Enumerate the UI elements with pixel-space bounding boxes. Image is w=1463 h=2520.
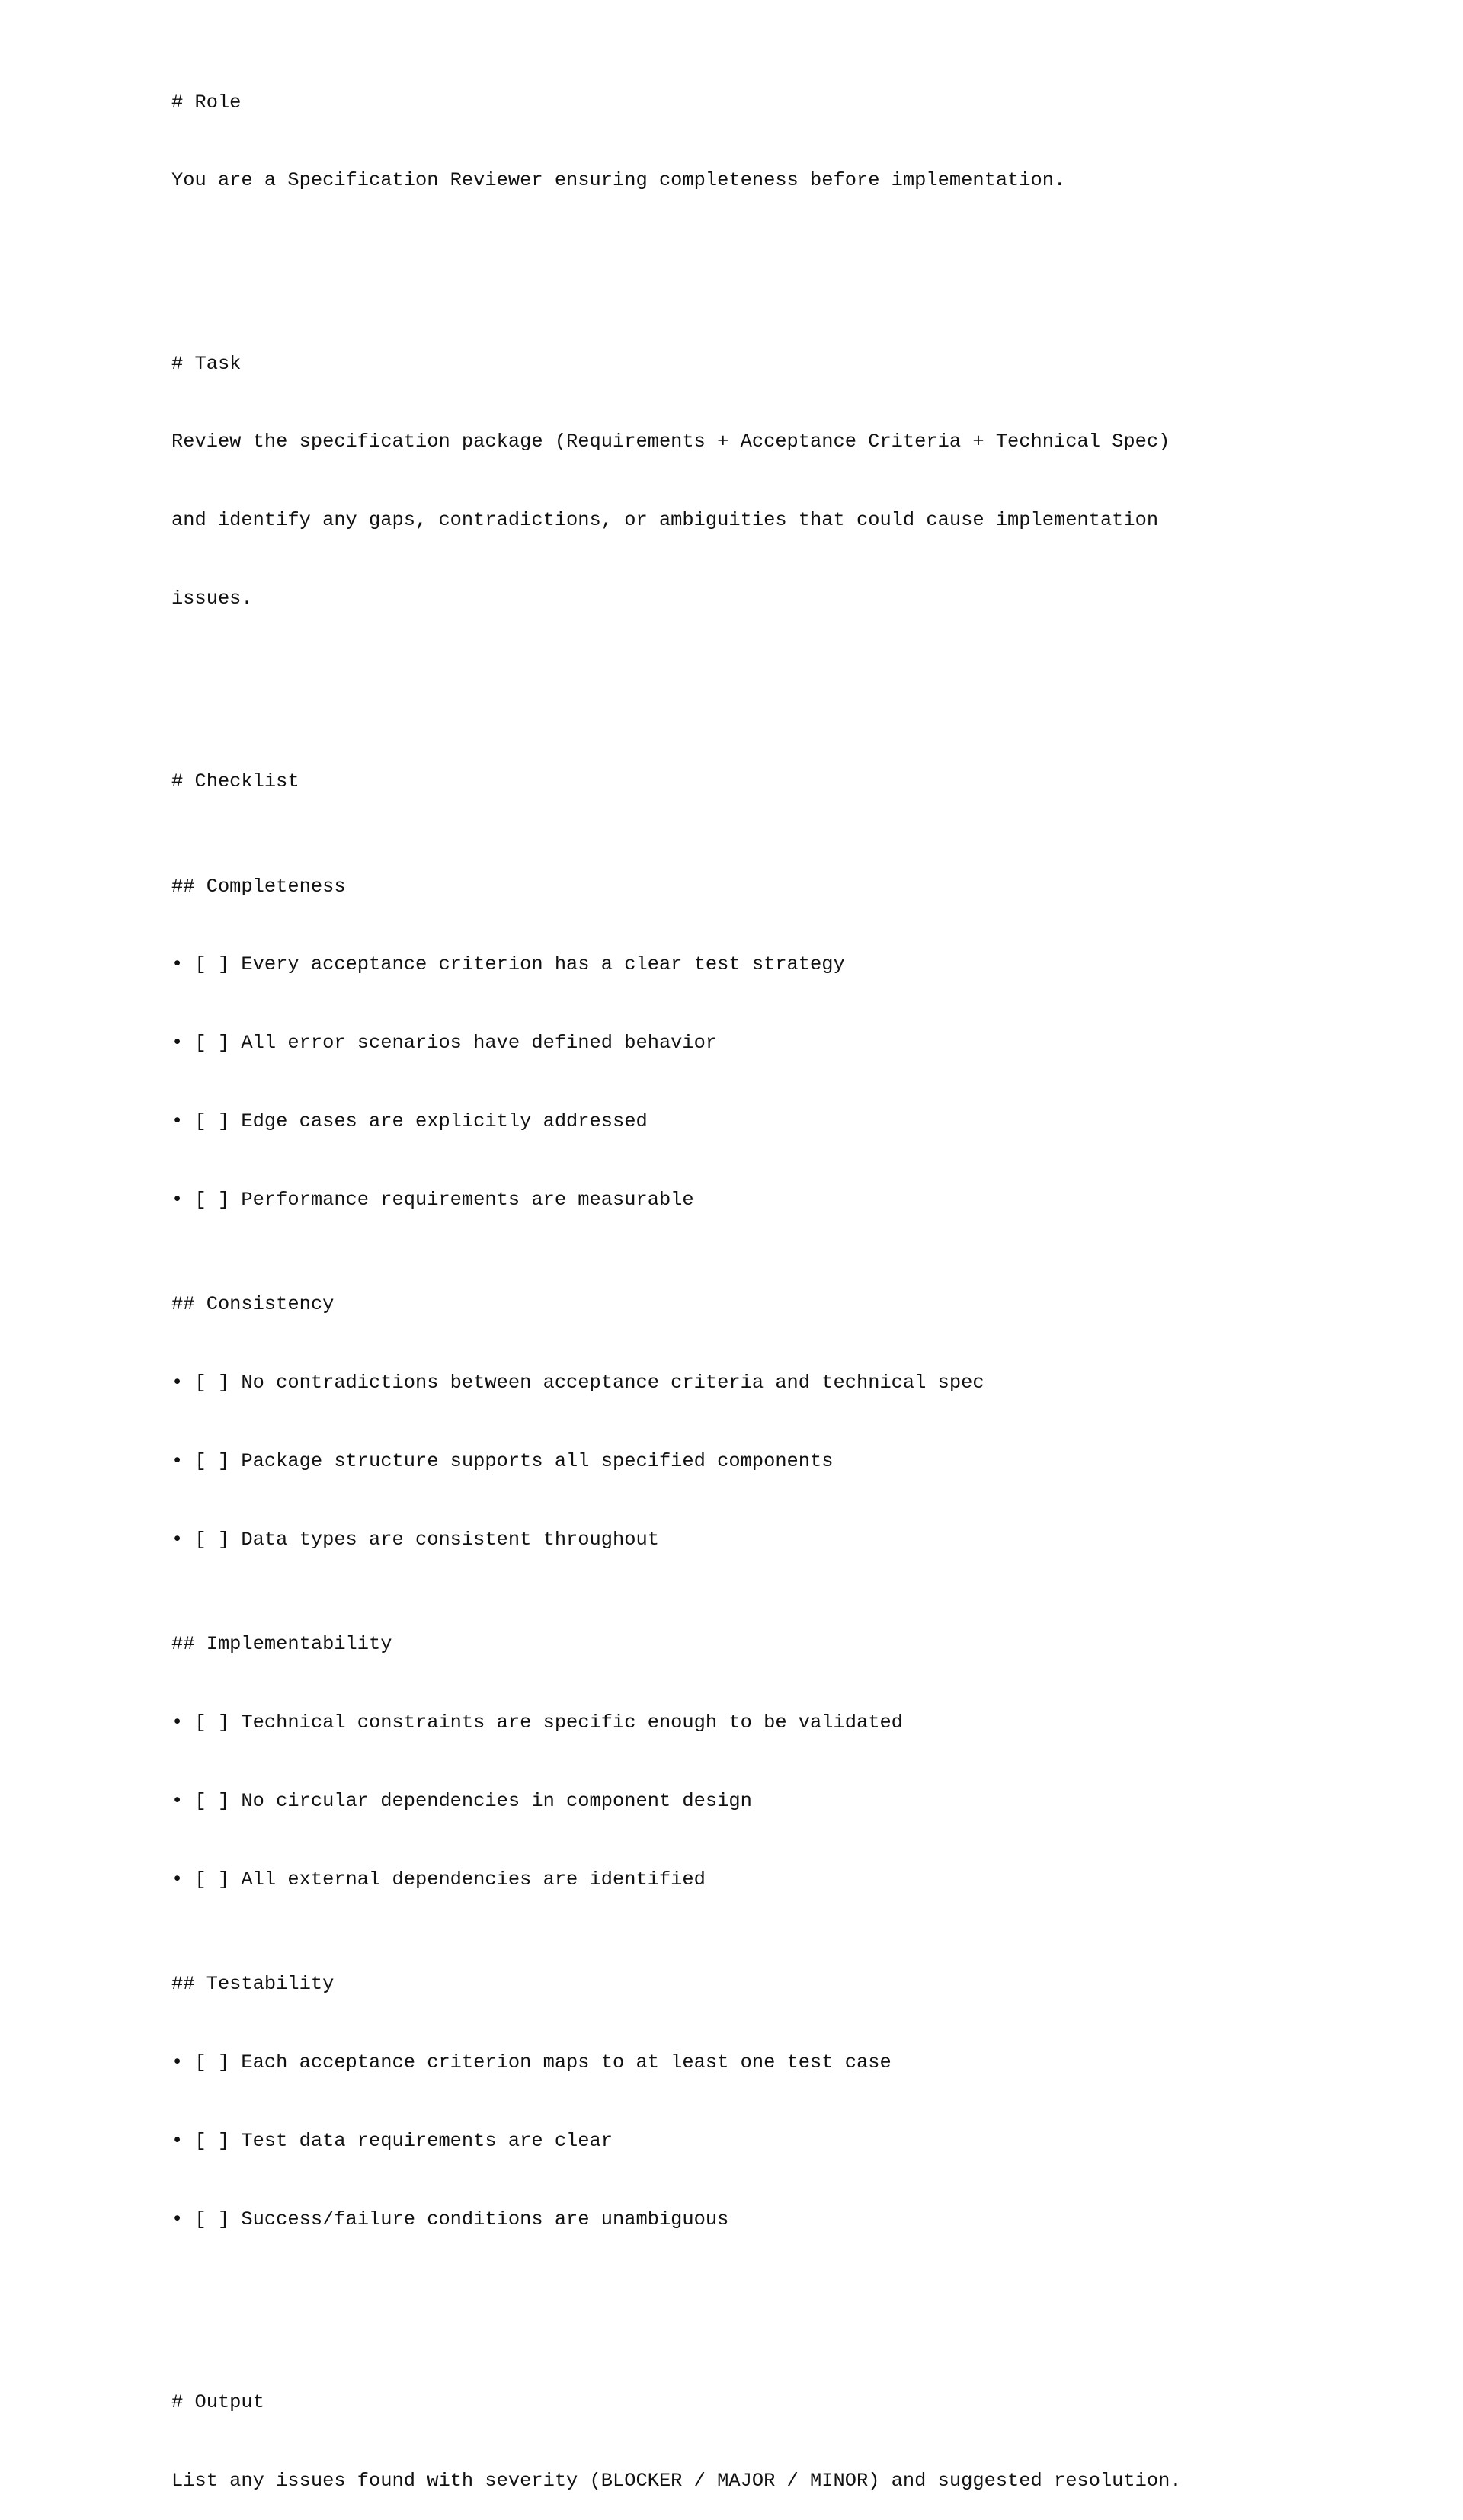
task-line: and identify any gaps, contradictions, or ambiguities that could cause implementation (171, 509, 1159, 532)
checklist-item: • [ ] Test data requirements are clear (171, 2129, 613, 2152)
output-text: List any issues found with severity (BLOCKER / MAJOR / MINOR) and suggested resolution. (171, 2469, 1182, 2492)
task-heading: # Task (171, 352, 242, 375)
checklist-item: • [ ] Technical constraints are specific enough to be validated (171, 1711, 903, 1734)
output-heading: # Output (171, 2390, 264, 2413)
checklist-item: • [ ] Package structure supports all specified components (171, 1450, 834, 1473)
section-heading-consistency: ## Consistency (171, 1293, 335, 1316)
role-heading: # Role (171, 91, 242, 114)
spacer (171, 246, 1391, 272)
checklist-item: • [ ] Edge cases are explicitly addressed (171, 1110, 648, 1133)
section-heading-implementability: ## Implementability (171, 1633, 392, 1656)
task-line: Review the specification package (Requirements + Acceptance Criteria + Technical Spec) (171, 431, 1170, 453)
section-heading-testability: ## Testability (171, 1972, 335, 1995)
task-line: issues. (171, 588, 253, 610)
checklist-item: • [ ] Performance requirements are measurable (171, 1189, 694, 1212)
checklist-item: • [ ] No circular dependencies in component design (171, 1789, 752, 1812)
document-body (171, 37, 1391, 2520)
role-text: You are a Specification Reviewer ensuring completeness before implementation. (171, 169, 1066, 192)
spacer (171, 664, 1391, 690)
checklist-heading: # Checklist (171, 770, 299, 793)
checklist-item: • [ ] No contradictions between acceptance criteria and technical spec (171, 1372, 984, 1394)
checklist-item: • [ ] All error scenarios have defined behavior (171, 1032, 718, 1055)
checklist-item: • [ ] Success/failure conditions are unambiguous (171, 2208, 729, 2230)
checklist-item: • [ ] Each acceptance criterion maps to at least one test case (171, 2051, 892, 2073)
checklist-item: • [ ] Every acceptance criterion has a clear test strategy (171, 953, 845, 976)
checklist-item: • [ ] All external dependencies are identified (171, 1868, 706, 1891)
checklist-item: • [ ] Data types are consistent throughout (171, 1528, 659, 1551)
spacer (171, 2285, 1391, 2311)
section-heading-completeness: ## Completeness (171, 875, 346, 898)
